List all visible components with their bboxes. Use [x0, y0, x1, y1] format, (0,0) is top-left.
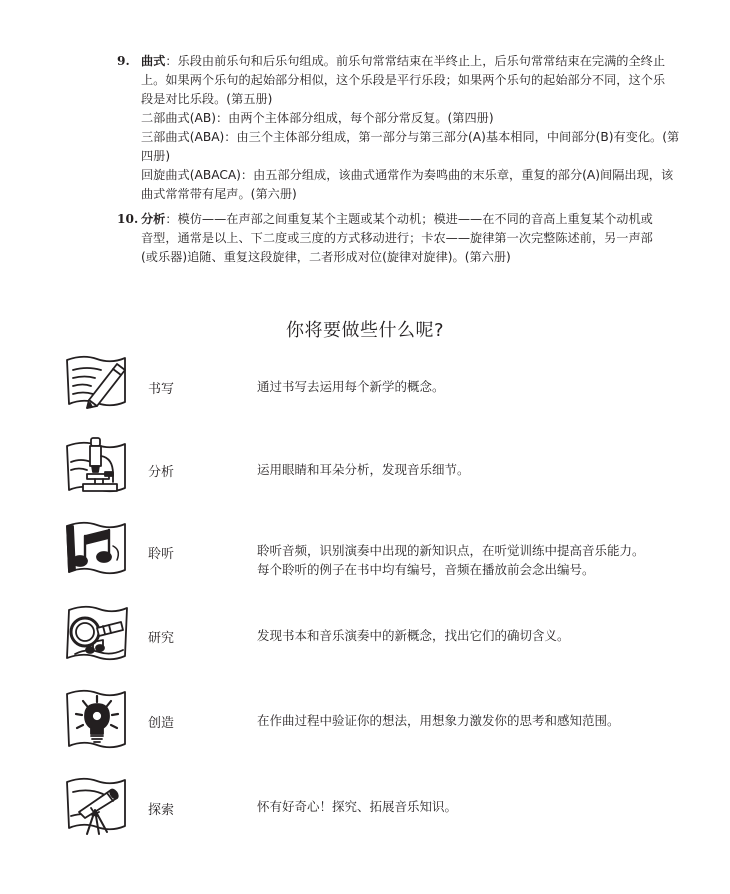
telescope-icon — [63, 772, 131, 840]
activity-row — [0, 772, 730, 842]
activity-description-line: 每个聆听的例子在书中均有编号，音频在播放前会念出编号。 — [257, 562, 595, 577]
definition-text-line: 上。如果两个乐句的起始部分相似，这个乐段是平行乐段；如果两个乐句的起始部分不同，这个乐 — [141, 73, 666, 87]
microscope-icon — [63, 432, 131, 500]
activity-row — [0, 348, 730, 418]
section-title: 你将要做些什么呢? — [285, 320, 445, 341]
activity-label: 聆听 — [148, 547, 175, 562]
definition-text-line: 音型，通常是以上、下二度或三度的方式移动进行；卡农——旋律第一次完整陈述前，另一声部 — [141, 231, 653, 245]
activity-label: 书写 — [148, 382, 175, 397]
lightbulb-icon — [63, 686, 131, 754]
activity-row — [0, 432, 730, 502]
definition-text-line: ：模仿——在声部之间重复某个主题或某个动机；模进——在不同的音高上重复某个动机或 — [165, 212, 653, 226]
activity-description — [257, 541, 645, 579]
activity-label: 分析 — [148, 465, 175, 480]
definition-text-line: 回旋曲式(ABACA)：由五部分组成，该曲式通常作为奏鸣曲的末乐章，重复的部分(A)间隔出现，该 — [141, 168, 674, 182]
definition-form — [117, 52, 697, 204]
activity-row — [0, 686, 730, 756]
activity-description-line: 怀有好奇心！探究、拓展音乐知识。 — [257, 799, 458, 814]
activity-description-line: 发现书本和音乐演奏中的新概念，找出它们的确切含义。 — [257, 628, 570, 643]
activity-description-line: 通过书写去运用每个新学的概念。 — [257, 379, 445, 394]
definition-text-line: ：乐段由前乐句和后乐句组成。前乐句常常结束在半终止上，后乐句常常结束在完满的全终止 — [165, 54, 666, 68]
activity-description-line: 运用眼睛和耳朵分析，发现音乐细节。 — [257, 462, 470, 477]
magnifier-icon — [63, 600, 131, 668]
definition-text-line: 三部曲式(ABA)：由三个主体部分组成，第一部分与第三部分(A)基本相同，中间部分(B)有变化。(第 — [141, 130, 680, 144]
activity-row — [0, 600, 730, 670]
definition-text-line: (或乐器)追随、重复这段旋律，二者形成对位(旋律对旋律)。(第六册) — [141, 250, 511, 264]
definition-term: 曲式 — [141, 54, 166, 68]
activity-label: 研究 — [148, 631, 175, 646]
definition-text-line: 段是对比乐段。(第五册) — [141, 92, 273, 106]
pencil-writing-icon — [63, 348, 131, 416]
definition-number: 9. — [117, 54, 130, 68]
activity-row — [0, 516, 730, 586]
activity-description — [257, 626, 570, 645]
definition-text-line: 四册) — [141, 149, 171, 163]
music-notes-icon — [63, 516, 131, 584]
activity-description — [257, 377, 445, 396]
definition-analysis — [117, 210, 697, 267]
activity-description — [257, 797, 457, 816]
activity-description — [257, 711, 620, 730]
definition-text-line: 曲式常常带有尾声。(第六册) — [141, 187, 297, 201]
definition-number: 10. — [117, 212, 139, 226]
definition-text-line: 二部曲式(AB)：由两个主体部分组成，每个部分常反复。(第四册) — [141, 111, 494, 125]
activity-description-line: 聆听音频，识别演奏中出现的新知识点，在听觉训练中提高音乐能力。 — [257, 543, 645, 558]
activity-description-line: 在作曲过程中验证你的想法，用想象力激发你的思考和感知范围。 — [257, 713, 620, 728]
activity-label: 探索 — [148, 803, 175, 818]
activity-label: 创造 — [148, 716, 175, 731]
definitions-section — [117, 52, 697, 267]
activity-description — [257, 460, 470, 479]
definition-term: 分析 — [141, 212, 166, 226]
